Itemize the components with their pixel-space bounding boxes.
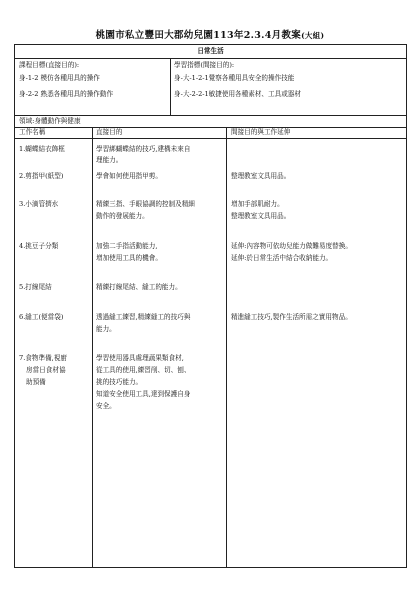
divider (170, 58, 171, 115)
row-name: 房當日食材協 (26, 366, 66, 374)
row-purpose: 安全。 (96, 402, 116, 410)
divider (92, 127, 93, 568)
row-purpose: 學會如何使用指甲剪。 (96, 172, 162, 180)
row-purpose: 挑的技巧能力。 (96, 378, 143, 386)
goals-indirect-heading: 學習指標(間接目的): (174, 61, 235, 69)
row-name: 1.蝴蝶結衣飾框 (19, 145, 65, 153)
lesson-table (14, 44, 407, 568)
row-purpose: 動作的發展能力。 (96, 212, 149, 220)
row-purpose: 知道安全使用工具,達到保護自身 (96, 390, 191, 398)
row-name: 7.食物準備,視廚 (19, 354, 67, 362)
domain-label: 領域:身體動作與健康 (19, 117, 81, 125)
goals-direct-item: 身-2-2 熟悉各種用具的操作動作 (19, 90, 114, 98)
goals-direct-item: 身-1-2 模仿各種用具的操作 (19, 74, 100, 82)
document-title-text: 桃園市私立豐田大郡幼兒園113年2.3.4月教案 (95, 30, 302, 41)
row-name: 2.剪指甲(紙型) (19, 172, 64, 180)
row-name: 6.縫工(便當袋) (19, 313, 64, 321)
row-purpose: 透過縫工練習,精練縫工的技巧與 (96, 313, 191, 321)
row-purpose: 理能力。 (96, 156, 123, 164)
row-purpose: 精練三指、手眼協調的控制及精細 (96, 200, 195, 208)
row-purpose: 精練打線尾結、縫工的能力。 (96, 283, 182, 291)
row-purpose: 學習使用器具處理蔬果類食材, (96, 354, 184, 362)
goals-indirect-item: 身-大-1-2-1覺察各種用具安全的操作技能 (174, 74, 295, 82)
row-extension: 精進縫工技巧,製作生活所需之實用物品。 (231, 313, 352, 321)
row-purpose: 加強二手指活動能力, (96, 242, 158, 250)
row-purpose: 學習綁蝴蝶結的技巧,建構未來自 (96, 145, 191, 153)
header-purpose: 直接目的 (96, 128, 123, 136)
goals-direct-heading: 課程目標(直接目的): (19, 61, 80, 69)
divider (226, 127, 227, 568)
goals-indirect-item: 身-大-2-2-1敏捷使用各種素材、工具或器材 (174, 90, 301, 98)
row-name: 3.小滴管擠水 (19, 200, 59, 208)
row-name: 5.打線尾結 (19, 283, 52, 291)
section-title: 日常生活 (197, 47, 224, 55)
row-extension: 延伸:於日常生活中結合收納能力。 (231, 254, 333, 262)
divider (15, 58, 406, 59)
row-purpose: 增加使用工具的機會。 (96, 254, 162, 262)
document-group: (大組) (301, 31, 325, 40)
document-title (0, 27, 420, 41)
row-purpose: 從工具的使用,練習削、切、刨、 (96, 366, 191, 374)
row-extension: 延伸:內容物可依幼兒能力做難易度替換。 (231, 242, 352, 250)
row-name: 助預備 (26, 378, 46, 386)
header-extension: 間接目的與工作延伸 (231, 128, 291, 136)
divider (15, 138, 406, 139)
row-extension: 整理教室文具用品。 (231, 172, 291, 180)
row-purpose: 能力。 (96, 325, 116, 333)
row-extension: 整理教室文具用品。 (231, 212, 291, 220)
row-extension: 增加手部肌耐力。 (231, 200, 284, 208)
header-name: 工作名稱 (19, 128, 46, 136)
row-name: 4.挑豆子分類 (19, 242, 59, 250)
divider (15, 127, 406, 128)
